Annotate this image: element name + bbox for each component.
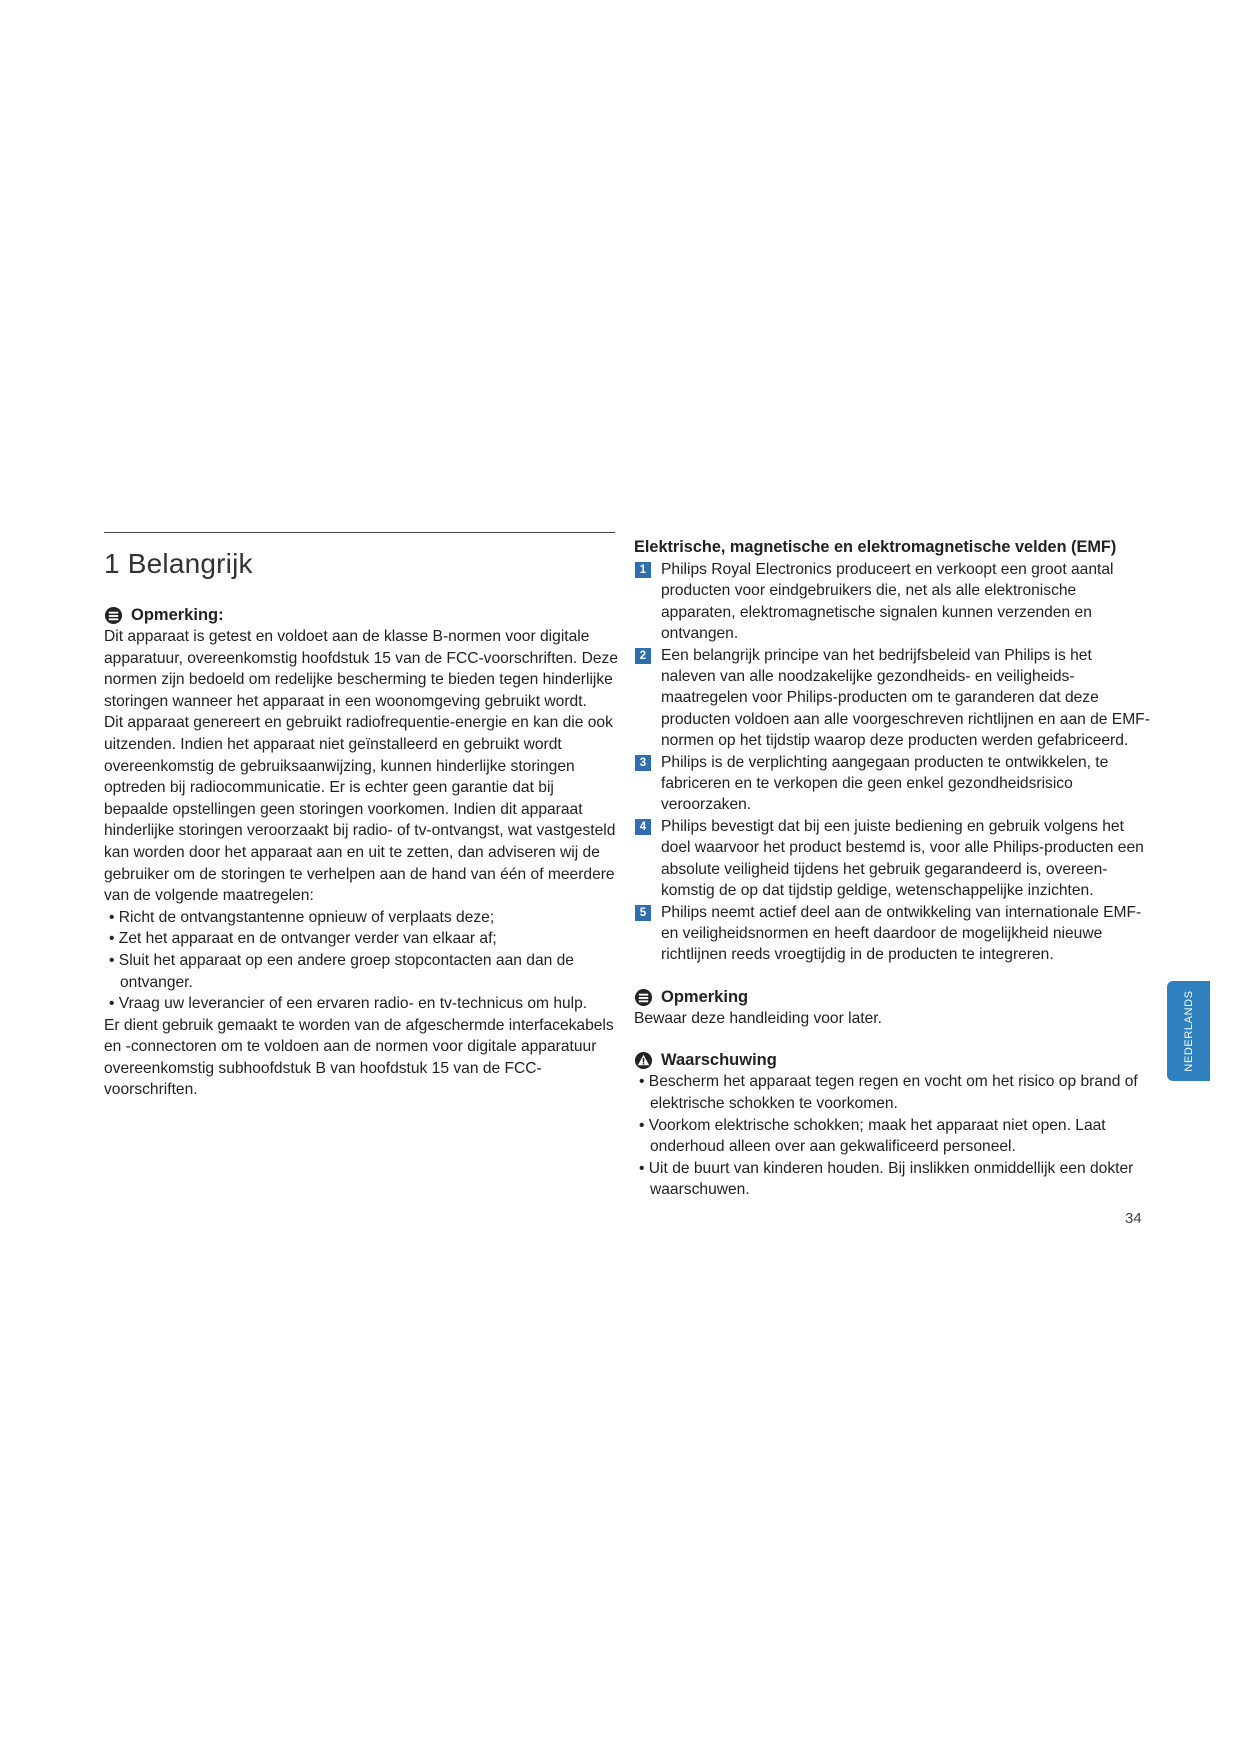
emf-heading: Elektrische, magnetische en elektromagnetische velden (EMF) — [634, 538, 1117, 556]
fcc-paragraph-2: Dit apparaat genereert en gebruikt radiofrequentie-energie en kan die ook uitzenden. Indien het apparaat niet geïnstalleerd en gebruikt wordt overeenkomstig de gebruiksaanwijzing, kunnen hinderlijke storingen optreden bij radiocommunicatie. Er is echter geen garantie dat bij bepaalde opstellingen geen storingen voorkomen. Indien dit apparaat hinderlijke storingen veroorzaakt bij radio- of tv-ontvangst, wat vastgesteld kan worden door het apparaat aan en uit te zetten, dan adviseren wij de gebruiker om de storingen te verhelpen aan de hand van één of meerdere van de volgende maatregelen: — [104, 714, 616, 905]
list-item-text: Philips bevestigt dat bij een juiste bediening en gebruik volgens het doel waarvoor het product bestemd is, voor alle Philips-producten een absolute veiligheid tijdens het gebruik gegarandeerd is, overeen-komstig de op dat tijdstip geldige, wetenschappelijke inzichten. — [661, 817, 1144, 900]
list-item — [634, 752, 1150, 816]
warning-icon — [634, 1051, 653, 1070]
fcc-paragraph-3: Er dient gebruik gemaakt te worden van de afgeschermde interfacekabels en -connectoren om te voldoen aan de normen voor digitale apparatuur overeenkomstig subhoofdstuk B van hoofdstuk 15 van de FCC-voorschriften. — [104, 1016, 614, 1099]
number-badge: 2 — [635, 648, 651, 664]
page-title: 1 Belangrijk — [104, 548, 253, 579]
right-column — [634, 537, 1150, 1201]
number-badge: 4 — [635, 819, 651, 835]
warning-section — [634, 1051, 1150, 1201]
emf-list — [634, 559, 1150, 966]
note-label: Opmerking — [661, 987, 749, 1006]
list-item: • Vraag uw leverancier of een ervaren radio- en tv-technicus om hulp. — [104, 993, 622, 1015]
note-icon — [104, 606, 123, 625]
language-tab-label: NEDERLANDS — [1182, 990, 1195, 1072]
list-item: • Bescherm het apparaat tegen regen en vocht om het risico op brand of elektrische schokken te voorkomen. — [634, 1071, 1150, 1114]
list-item — [634, 816, 1150, 902]
measures-list — [104, 907, 622, 1015]
note-icon — [634, 988, 653, 1007]
list-item-text: Philips Royal Electronics produceert en verkoopt een groot aantal producten voor eindgebruikers die, net als alle elektronische apparaten, elektromagnetische signalen kunnen verzenden en ontvangen. — [661, 561, 1114, 643]
note-heading — [634, 988, 1150, 1007]
list-item-text: Een belangrijk principe van het bedrijfsbeleid van Philips is het naleven van alle noodzakelijke gezondheids- en veiligheids-maatregelen voor Philips-producten om te garanderen dat deze producten voldoen aan alle voorgeschreven richtlijnen en aan de EMF-normen op het tijdstip waarop deze producten werden gefabriceerd. — [661, 646, 1150, 750]
warning-list — [634, 1071, 1150, 1201]
list-item — [634, 645, 1150, 752]
list-item: • Uit de buurt van kinderen houden. Bij inslikken onmiddellijk een dokter waarschuwen. — [634, 1158, 1150, 1201]
language-tab — [1167, 981, 1210, 1081]
note-label: Opmerking: — [131, 606, 224, 624]
list-item: • Sluit het apparaat op een andere groep stopcontacten aan dan de ontvanger. — [104, 950, 622, 993]
number-badge: 3 — [635, 755, 651, 771]
list-item — [634, 902, 1150, 966]
note-heading — [104, 606, 622, 625]
note-text: Bewaar deze handleiding voor later. — [634, 1009, 882, 1027]
section-divider — [104, 532, 615, 533]
number-badge: 5 — [635, 905, 651, 921]
page-number: 34 — [1125, 1210, 1142, 1227]
fcc-paragraph-1: Dit apparaat is getest en voldoet aan de klasse B-normen voor digitale apparatuur, overeenkomstig hoofdstuk 15 van de FCC-voorschriften. Deze normen zijn bedoeld om redelijke bescherming te bieden tegen hinderlijke storingen wanneer het apparaat in een woonomgeving gebruikt wordt. — [104, 628, 618, 710]
list-item — [634, 559, 1150, 645]
warning-heading — [634, 1051, 1150, 1070]
list-item-text: Philips is de verplichting aangegaan producten te ontwikkelen, te fabriceren en te verkopen die geen enkel gezondheidsrisico veroorzaken. — [661, 753, 1109, 814]
note-section — [634, 988, 1150, 1030]
left-column — [104, 548, 622, 1101]
list-item: • Zet het apparaat en de ontvanger verder van elkaar af; — [104, 928, 622, 950]
warning-label: Waarschuwing — [661, 1051, 777, 1070]
list-item-text: Philips neemt actief deel aan de ontwikkeling van internationale EMF- en veiligheidsnormen en heeft daardoor de mogelijkheid nieuwe richtlijnen reeds vroegtijdig in de producten te integreren. — [661, 903, 1142, 964]
list-item: • Richt de ontvangstantenne opnieuw of verplaats deze; — [104, 907, 622, 929]
number-badge: 1 — [635, 562, 651, 578]
list-item: • Voorkom elektrische schokken; maak het apparaat niet open. Laat onderhoud alleen over aan gekwalificeerd personeel. — [634, 1115, 1150, 1158]
